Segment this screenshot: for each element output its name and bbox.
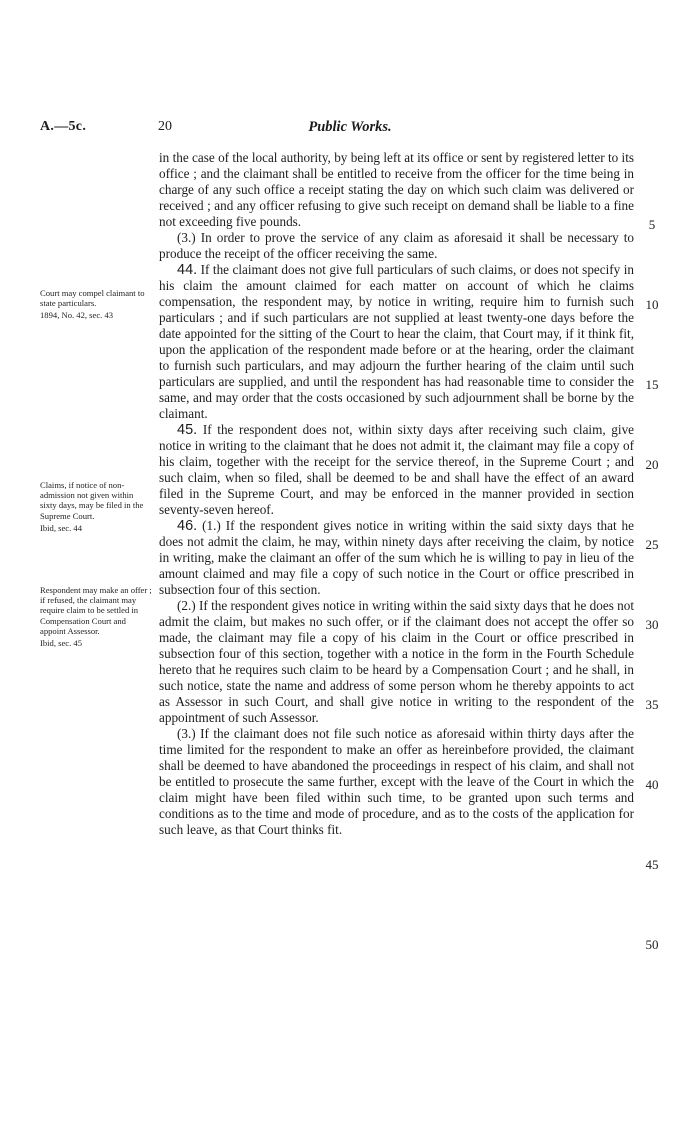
body-text bbox=[159, 150, 634, 838]
section-text: If the respondent does not, within sixty days after receiving such claim, give notice in writing to the claimant that he does not admit it, the claimant may file a copy of his claim, together with the receipt for the service thereof, in the Supreme Court ; and such claim, when so filed, shall be deemed to be and shall have the effect of an award filed in the Supreme Court, and may be enforced in the manner provided in section seventy-seven hereof. bbox=[159, 422, 635, 517]
line-number: 15 bbox=[645, 377, 659, 392]
section-45 bbox=[159, 422, 634, 518]
paragraph: (2.) If the respondent gives notice in writing within the said sixty days that he does not admit the claim, but makes no such offer, or if the claimant does not accept the offer so made, the claimant may file a copy of his claim in the Court or office prescribed in subsection four of this section, together with a notice in the form in the Fourth Schedule hereto that he requires such claim to be heard by a Compensation Court ; and he shall, in such notice, state the name and address of some person whom he thereby appoints to act as Assessor in such Court, and shall give notice in writing to the respondent of the appointment of such Assessor. bbox=[159, 598, 634, 725]
paragraph: in the case of the local authority, by being left at its office or sent by registered letter to its office ; and the claimant shall be entitled to receive from the officer for the time being in charge of any such office a receipt stating the day on which such claim was delivered or received ; and any officer refusing to give such receipt on demand shall be liable to a fine not exceeding five pounds. bbox=[159, 150, 634, 229]
section-44 bbox=[159, 262, 634, 422]
line-number: 25 bbox=[645, 537, 659, 552]
document-reference: A.—5c. bbox=[40, 119, 87, 134]
section-text: If the claimant does not give full particulars of such claims, or does not specify in his claim the amount claimed for each matter on account of which he claims compensation, the respondent may, by notice in writing, require him to furnish such particulars ; and if such particulars are not supplied at least twenty-one days before the date appointed for the sitting of the Court to hear the claim, that Court may, if it think fit, upon the application of the respondent made before or at the hearing, order the claimant to furnish such particulars, and may adjourn the further hearing of the claim until such particulars are supplied, and until the respondent has had reasonable time to consider the same, and may order that the costs occasioned by such adjournment shall be borne by the claimant. bbox=[159, 262, 634, 421]
line-number: 50 bbox=[645, 937, 659, 952]
section-46 bbox=[159, 518, 634, 598]
running-title: Public Works. bbox=[308, 119, 392, 135]
margin-note-section-46 bbox=[40, 585, 152, 648]
margin-note-citation: 1894, No. 42, sec. 43 bbox=[40, 310, 114, 321]
line-number: 35 bbox=[645, 697, 659, 712]
margin-note-section-45 bbox=[40, 480, 152, 533]
page-number: 20 bbox=[158, 119, 172, 134]
section-number: 46. bbox=[177, 518, 198, 534]
section-number: 45. bbox=[177, 422, 198, 438]
section-number: 44. bbox=[177, 262, 198, 278]
section-text: (1.) If the respondent gives notice in writing within the said sixty days that he does not admit the claim, he may, within ninety days after receiving the claim, by notice in writing, make the claimant an offer of the sum which he is willing to pay in lieu of the amount claimed and may file a copy of such notice in the Court or office prescribed in subsection four of this section. bbox=[159, 518, 634, 597]
paragraph: (3.) In order to prove the service of any claim as aforesaid it shall be necessary to produce the receipt of the officer receiving the same. bbox=[159, 230, 634, 261]
line-number: 20 bbox=[645, 457, 659, 472]
margin-note-citation: Ibid, sec. 45 bbox=[40, 638, 83, 649]
margin-note-citation: Ibid, sec. 44 bbox=[40, 522, 83, 533]
line-number: 30 bbox=[645, 617, 659, 632]
line-number: 5 bbox=[648, 217, 656, 232]
margin-note-section-44 bbox=[40, 288, 152, 321]
paragraph: (3.) If the claimant does not file such notice as aforesaid within thirty days after the time limited for the respondent to make an offer as hereinbefore provided, the claimant shall be deemed to have abandoned the proceedings in respect of his claim, and shall not be entitled to prosecute the same further, except with the leave of the Court in which the claim might have been filed within such time, to be granted upon such terms and conditions as to the time and mode of procedure, and as to the costs of the application for such leave, as that Court thinks fit. bbox=[159, 726, 634, 837]
line-number: 40 bbox=[645, 777, 659, 792]
line-number: 45 bbox=[645, 857, 659, 872]
line-number: 10 bbox=[645, 297, 659, 312]
margin-note-heading: Respondent may make an offer ; if refused, the claimant may require claim to be settled in Compensation Court and appoint Assessor. bbox=[40, 585, 152, 636]
margin-note-heading: Court may compel claimant to state particulars. bbox=[40, 288, 145, 309]
margin-note-heading: Claims, if notice of non-admission not given within sixty days, may be filed in the Supreme Court. bbox=[40, 480, 144, 521]
